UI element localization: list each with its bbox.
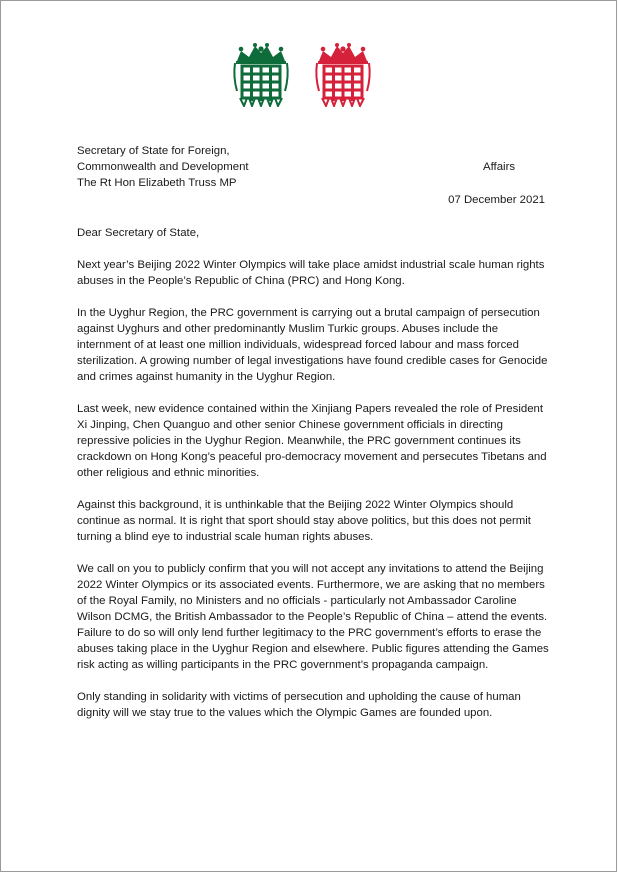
paragraph-2: In the Uyghur Region, the PRC government is carrying out a brutal campaign of persecution against Uyghurs and other predominantly Muslim Turkic groups. Abuses include the internment of at least one million individuals, widespread forced labour and mass forced sterilization. A growing number of legal investigations have found credible cases for Genocide and crimes against humanity in the Uyghur Region. — [77, 307, 548, 383]
paragraph-4: Against this background, it is unthinkable that the Beijing 2022 Winter Olympics should continue as normal. It is right that sport should stay above politics, but this does not permit turning a blind eye to industrial scale human rights abuses. — [77, 499, 531, 543]
paragraph-5: We call on you to publicly confirm that you will not accept any invitations to attend the Beijing 2022 Winter Olympics or its associated events. Furthermore, we are asking that no members of the Royal Family, no Ministers and no officials - particularly not Ambassador Caroline Wilson DCMG, the British Ambassador to the People’s Republic of China – attend the events. Failure to do so will only lend further legitimacy to the PRC government’s efforts to erase the abuses taking place in the Uyghur Region and elsewhere. Public figures attending the Games risk acting as willing participants in the PRC government’s propaganda campaign. — [77, 563, 549, 671]
letter-body — [77, 225, 549, 737]
recipient-line-2: Commonwealth and Development — [77, 161, 249, 173]
recipient-line-2-suffix: Affairs — [483, 161, 516, 173]
recipient-line-3: The Rt Hon Elizabeth Truss MP — [77, 177, 237, 189]
portcullis-red-icon — [313, 43, 373, 107]
letter-date: 07 December 2021 — [448, 194, 545, 206]
recipient-line-1: Secretary of State for Foreign, — [77, 145, 230, 157]
paragraph-3: Last week, new evidence contained within the Xinjiang Papers revealed the role of President Xi Jinping, Chen Quanguo and other senior Chinese government officials in directing repressive policies in the Uyghur Region. Meanwhile, the PRC government continues its crackdown on Hong Kong’s peaceful pro-democracy movement and persecutes Tibetans and other religious and ethnic minorities. — [77, 403, 547, 479]
salutation: Dear Secretary of State, — [77, 227, 200, 239]
recipient-address — [77, 143, 547, 191]
paragraph-1: Next year’s Beijing 2022 Winter Olympics will take place amidst industrial scale human rights abuses in the People’s Republic of China (PRC) and Hong Kong. — [77, 259, 545, 287]
portcullis-green-icon — [231, 43, 291, 107]
paragraph-6: Only standing in solidarity with victims of persecution and upholding the cause of human dignity will we stay true to the values which the Olympic Games are founded upon. — [77, 691, 521, 719]
